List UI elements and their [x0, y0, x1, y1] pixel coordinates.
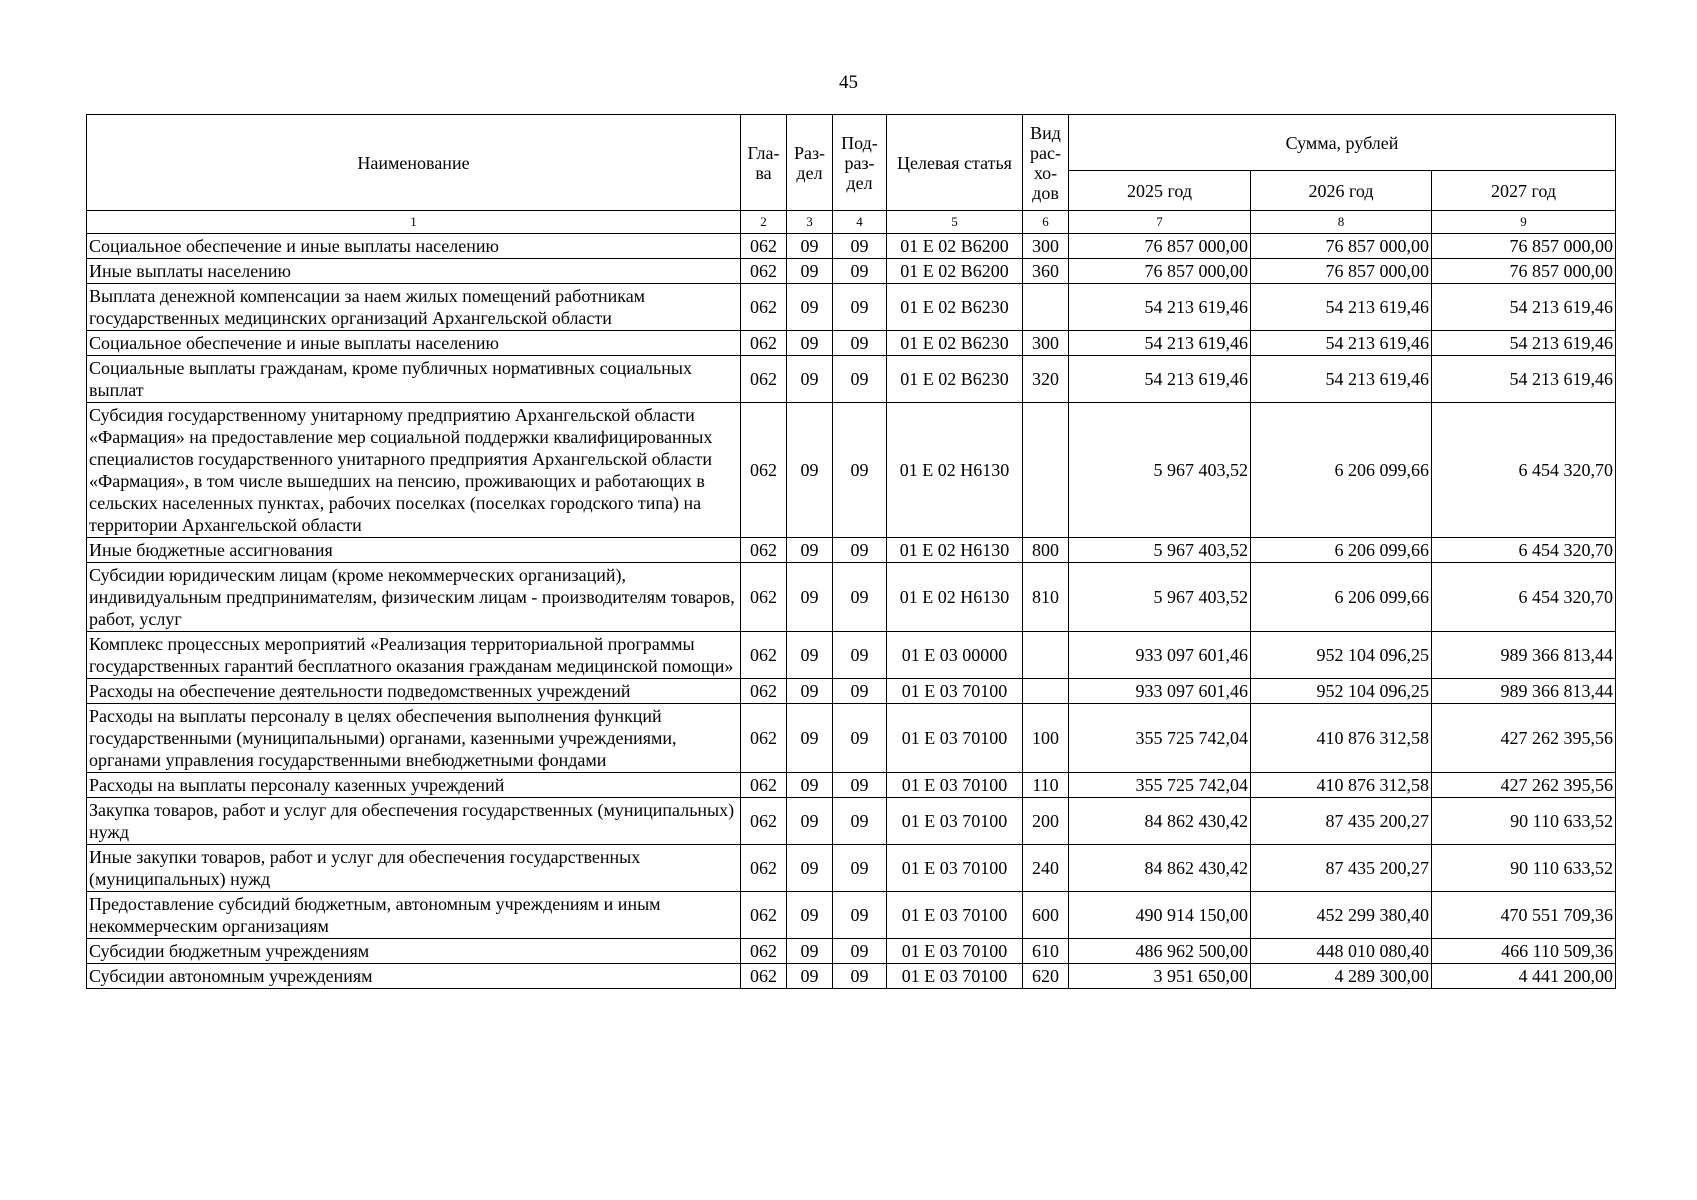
cell-name: Расходы на обеспечение деятельности подведомственных учреждений — [87, 679, 741, 704]
cell-sum-2027: 466 110 509,36 — [1432, 939, 1616, 964]
cell-sum-2025: 54 213 619,46 — [1069, 331, 1251, 356]
table-row — [87, 403, 1616, 538]
cell-vid-rashodov: 300 — [1023, 234, 1069, 259]
cell-sum-2025: 5 967 403,52 — [1069, 538, 1251, 563]
column-number: 8 — [1251, 211, 1432, 234]
header-year-2025: 2025 год — [1069, 171, 1251, 211]
cell-sum-2027: 90 110 633,52 — [1432, 845, 1616, 892]
cell-celevaya-statya: 01 Е 02 В6230 — [887, 331, 1023, 356]
cell-podrazdel: 09 — [833, 773, 887, 798]
cell-razdel: 09 — [787, 234, 833, 259]
cell-podrazdel: 09 — [833, 704, 887, 773]
cell-razdel: 09 — [787, 773, 833, 798]
cell-sum-2027: 4 441 200,00 — [1432, 964, 1616, 989]
page-number: 45 — [839, 72, 858, 93]
table-row — [87, 773, 1616, 798]
column-number: 1 — [87, 211, 741, 234]
cell-sum-2026: 76 857 000,00 — [1251, 259, 1432, 284]
cell-sum-2025: 355 725 742,04 — [1069, 773, 1251, 798]
cell-celevaya-statya: 01 Е 03 70100 — [887, 704, 1023, 773]
cell-razdel: 09 — [787, 284, 833, 331]
cell-glava: 062 — [741, 704, 787, 773]
cell-vid-rashodov — [1023, 403, 1069, 538]
cell-sum-2027: 989 366 813,44 — [1432, 679, 1616, 704]
header-name: Наименование — [87, 115, 741, 211]
cell-sum-2027: 76 857 000,00 — [1432, 259, 1616, 284]
cell-sum-2027: 6 454 320,70 — [1432, 563, 1616, 632]
cell-name: Расходы на выплаты персоналу в целях обеспечения выполнения функций государственными (муниципальными) органами, казенными учреждениями, органами управления государственными внебюджетными фондами — [87, 704, 741, 773]
cell-name: Иные закупки товаров, работ и услуг для обеспечения государственных (муниципальных) нужд — [87, 845, 741, 892]
cell-razdel: 09 — [787, 259, 833, 284]
cell-sum-2025: 84 862 430,42 — [1069, 845, 1251, 892]
cell-podrazdel: 09 — [833, 284, 887, 331]
cell-sum-2025: 490 914 150,00 — [1069, 892, 1251, 939]
cell-sum-2025: 933 097 601,46 — [1069, 679, 1251, 704]
table-row — [87, 964, 1616, 989]
cell-sum-2027: 54 213 619,46 — [1432, 331, 1616, 356]
cell-glava: 062 — [741, 284, 787, 331]
cell-sum-2026: 6 206 099,66 — [1251, 403, 1432, 538]
cell-vid-rashodov: 100 — [1023, 704, 1069, 773]
column-number: 4 — [833, 211, 887, 234]
cell-sum-2025: 5 967 403,52 — [1069, 563, 1251, 632]
header-year-2026: 2026 год — [1251, 171, 1432, 211]
header-vid-rashodov: Вид рас-хо-дов — [1023, 115, 1069, 211]
column-number: 2 — [741, 211, 787, 234]
cell-vid-rashodov: 320 — [1023, 356, 1069, 403]
cell-vid-rashodov — [1023, 632, 1069, 679]
column-number: 5 — [887, 211, 1023, 234]
table-row — [87, 845, 1616, 892]
cell-sum-2025: 486 962 500,00 — [1069, 939, 1251, 964]
cell-sum-2025: 76 857 000,00 — [1069, 259, 1251, 284]
cell-celevaya-statya: 01 Е 02 Н6130 — [887, 538, 1023, 563]
cell-sum-2027: 90 110 633,52 — [1432, 798, 1616, 845]
cell-glava: 062 — [741, 892, 787, 939]
header-year-2027: 2027 год — [1432, 171, 1616, 211]
cell-sum-2027: 6 454 320,70 — [1432, 538, 1616, 563]
cell-podrazdel: 09 — [833, 538, 887, 563]
cell-name: Выплата денежной компенсации за наем жилых помещений работникам государственных медицинских организаций Архангельской области — [87, 284, 741, 331]
cell-celevaya-statya: 01 Е 03 70100 — [887, 798, 1023, 845]
cell-glava: 062 — [741, 964, 787, 989]
cell-podrazdel: 09 — [833, 632, 887, 679]
table-row — [87, 632, 1616, 679]
budget-table — [86, 114, 1616, 989]
cell-razdel: 09 — [787, 798, 833, 845]
cell-podrazdel: 09 — [833, 403, 887, 538]
cell-name: Комплекс процессных мероприятий «Реализация территориальной программы государственных гарантий бесплатного оказания гражданам медицинской помощи» — [87, 632, 741, 679]
cell-vid-rashodov: 240 — [1023, 845, 1069, 892]
cell-sum-2025: 3 951 650,00 — [1069, 964, 1251, 989]
cell-glava: 062 — [741, 259, 787, 284]
cell-razdel: 09 — [787, 563, 833, 632]
cell-sum-2026: 452 299 380,40 — [1251, 892, 1432, 939]
column-number-row — [87, 211, 1616, 234]
cell-sum-2026: 6 206 099,66 — [1251, 538, 1432, 563]
cell-glava: 062 — [741, 632, 787, 679]
cell-sum-2026: 87 435 200,27 — [1251, 798, 1432, 845]
cell-vid-rashodov — [1023, 284, 1069, 331]
cell-name: Субсидии юридическим лицам (кроме некоммерческих организаций), индивидуальным предпринимателям, физическим лицам - производителям товаров, работ, услуг — [87, 563, 741, 632]
table-row — [87, 259, 1616, 284]
cell-sum-2026: 76 857 000,00 — [1251, 234, 1432, 259]
cell-podrazdel: 09 — [833, 679, 887, 704]
cell-glava: 062 — [741, 773, 787, 798]
cell-celevaya-statya: 01 Е 03 70100 — [887, 892, 1023, 939]
cell-vid-rashodov — [1023, 679, 1069, 704]
cell-razdel: 09 — [787, 538, 833, 563]
cell-name: Иные бюджетные ассигнования — [87, 538, 741, 563]
cell-sum-2027: 989 366 813,44 — [1432, 632, 1616, 679]
cell-glava: 062 — [741, 234, 787, 259]
cell-podrazdel: 09 — [833, 939, 887, 964]
cell-name: Субсидии автономным учреждениям — [87, 964, 741, 989]
cell-sum-2026: 410 876 312,58 — [1251, 773, 1432, 798]
cell-sum-2026: 448 010 080,40 — [1251, 939, 1432, 964]
cell-sum-2025: 84 862 430,42 — [1069, 798, 1251, 845]
cell-sum-2026: 54 213 619,46 — [1251, 356, 1432, 403]
cell-sum-2027: 427 262 395,56 — [1432, 704, 1616, 773]
cell-sum-2025: 355 725 742,04 — [1069, 704, 1251, 773]
cell-podrazdel: 09 — [833, 259, 887, 284]
cell-celevaya-statya: 01 Е 03 70100 — [887, 964, 1023, 989]
table-row — [87, 563, 1616, 632]
cell-podrazdel: 09 — [833, 331, 887, 356]
cell-vid-rashodov: 620 — [1023, 964, 1069, 989]
cell-razdel: 09 — [787, 892, 833, 939]
cell-sum-2025: 76 857 000,00 — [1069, 234, 1251, 259]
cell-podrazdel: 09 — [833, 798, 887, 845]
cell-name: Субсидия государственному унитарному предприятию Архангельской области «Фармация» на предоставление мер социальной поддержки квалифицированных специалистов государственного унитарного предприятия Архангельской области «Фармация», в том числе вышедших на пенсию, проживающих и работающих в сельских населенных пунктах, рабочих поселках (поселках городского типа) на территории Архангельской области — [87, 403, 741, 538]
cell-podrazdel: 09 — [833, 964, 887, 989]
column-number: 9 — [1432, 211, 1616, 234]
cell-sum-2027: 54 213 619,46 — [1432, 284, 1616, 331]
column-number: 3 — [787, 211, 833, 234]
cell-sum-2026: 952 104 096,25 — [1251, 679, 1432, 704]
cell-sum-2025: 5 967 403,52 — [1069, 403, 1251, 538]
cell-vid-rashodov: 110 — [1023, 773, 1069, 798]
cell-razdel: 09 — [787, 679, 833, 704]
cell-razdel: 09 — [787, 939, 833, 964]
cell-vid-rashodov: 800 — [1023, 538, 1069, 563]
cell-glava: 062 — [741, 845, 787, 892]
cell-razdel: 09 — [787, 331, 833, 356]
cell-vid-rashodov: 300 — [1023, 331, 1069, 356]
column-number: 7 — [1069, 211, 1251, 234]
table-row — [87, 892, 1616, 939]
cell-podrazdel: 09 — [833, 234, 887, 259]
cell-glava: 062 — [741, 538, 787, 563]
cell-sum-2026: 6 206 099,66 — [1251, 563, 1432, 632]
cell-vid-rashodov: 360 — [1023, 259, 1069, 284]
cell-glava: 062 — [741, 403, 787, 538]
cell-celevaya-statya: 01 Е 02 Н6130 — [887, 563, 1023, 632]
cell-glava: 062 — [741, 679, 787, 704]
cell-podrazdel: 09 — [833, 892, 887, 939]
cell-vid-rashodov: 610 — [1023, 939, 1069, 964]
cell-sum-2026: 4 289 300,00 — [1251, 964, 1432, 989]
header-summa: Сумма, рублей — [1069, 115, 1616, 171]
table-row — [87, 939, 1616, 964]
table-row — [87, 284, 1616, 331]
cell-sum-2025: 54 213 619,46 — [1069, 356, 1251, 403]
cell-sum-2025: 933 097 601,46 — [1069, 632, 1251, 679]
table-row — [87, 704, 1616, 773]
cell-vid-rashodov: 200 — [1023, 798, 1069, 845]
cell-name: Закупка товаров, работ и услуг для обеспечения государственных (муниципальных) нужд — [87, 798, 741, 845]
cell-sum-2027: 76 857 000,00 — [1432, 234, 1616, 259]
cell-sum-2027: 6 454 320,70 — [1432, 403, 1616, 538]
cell-podrazdel: 09 — [833, 563, 887, 632]
cell-glava: 062 — [741, 356, 787, 403]
cell-razdel: 09 — [787, 964, 833, 989]
cell-sum-2026: 952 104 096,25 — [1251, 632, 1432, 679]
cell-name: Социальные выплаты гражданам, кроме публичных нормативных социальных выплат — [87, 356, 741, 403]
cell-sum-2026: 54 213 619,46 — [1251, 284, 1432, 331]
cell-glava: 062 — [741, 331, 787, 356]
cell-celevaya-statya: 01 Е 03 70100 — [887, 939, 1023, 964]
cell-celevaya-statya: 01 Е 03 00000 — [887, 632, 1023, 679]
table-row — [87, 234, 1616, 259]
cell-vid-rashodov: 810 — [1023, 563, 1069, 632]
cell-sum-2027: 470 551 709,36 — [1432, 892, 1616, 939]
cell-name: Социальное обеспечение и иные выплаты населению — [87, 331, 741, 356]
cell-sum-2026: 87 435 200,27 — [1251, 845, 1432, 892]
cell-name: Субсидии бюджетным учреждениям — [87, 939, 741, 964]
cell-celevaya-statya: 01 Е 02 В6200 — [887, 234, 1023, 259]
cell-celevaya-statya: 01 Е 02 Н6130 — [887, 403, 1023, 538]
header-glava: Гла-ва — [741, 115, 787, 211]
cell-razdel: 09 — [787, 403, 833, 538]
cell-podrazdel: 09 — [833, 356, 887, 403]
table-row — [87, 679, 1616, 704]
cell-sum-2026: 54 213 619,46 — [1251, 331, 1432, 356]
cell-glava: 062 — [741, 939, 787, 964]
cell-razdel: 09 — [787, 632, 833, 679]
cell-name: Расходы на выплаты персоналу казенных учреждений — [87, 773, 741, 798]
table-row — [87, 356, 1616, 403]
cell-name: Предоставление субсидий бюджетным, автономным учреждениям и иным некоммерческим организациям — [87, 892, 741, 939]
cell-vid-rashodov: 600 — [1023, 892, 1069, 939]
cell-glava: 062 — [741, 563, 787, 632]
cell-glava: 062 — [741, 798, 787, 845]
cell-name: Иные выплаты населению — [87, 259, 741, 284]
cell-celevaya-statya: 01 Е 03 70100 — [887, 773, 1023, 798]
table-row — [87, 798, 1616, 845]
cell-razdel: 09 — [787, 356, 833, 403]
header-podrazdel: Под-раз-дел — [833, 115, 887, 211]
table-row — [87, 538, 1616, 563]
cell-name: Социальное обеспечение и иные выплаты населению — [87, 234, 741, 259]
cell-celevaya-statya: 01 Е 02 В6230 — [887, 284, 1023, 331]
cell-celevaya-statya: 01 Е 03 70100 — [887, 845, 1023, 892]
table-row — [87, 331, 1616, 356]
cell-sum-2027: 54 213 619,46 — [1432, 356, 1616, 403]
cell-celevaya-statya: 01 Е 02 В6230 — [887, 356, 1023, 403]
cell-celevaya-statya: 01 Е 02 В6200 — [887, 259, 1023, 284]
cell-sum-2025: 54 213 619,46 — [1069, 284, 1251, 331]
column-number: 6 — [1023, 211, 1069, 234]
cell-razdel: 09 — [787, 845, 833, 892]
header-razdel: Раз-дел — [787, 115, 833, 211]
cell-podrazdel: 09 — [833, 845, 887, 892]
cell-sum-2026: 410 876 312,58 — [1251, 704, 1432, 773]
cell-razdel: 09 — [787, 704, 833, 773]
cell-sum-2027: 427 262 395,56 — [1432, 773, 1616, 798]
header-celevaya-statya: Целевая статья — [887, 115, 1023, 211]
cell-celevaya-statya: 01 Е 03 70100 — [887, 679, 1023, 704]
